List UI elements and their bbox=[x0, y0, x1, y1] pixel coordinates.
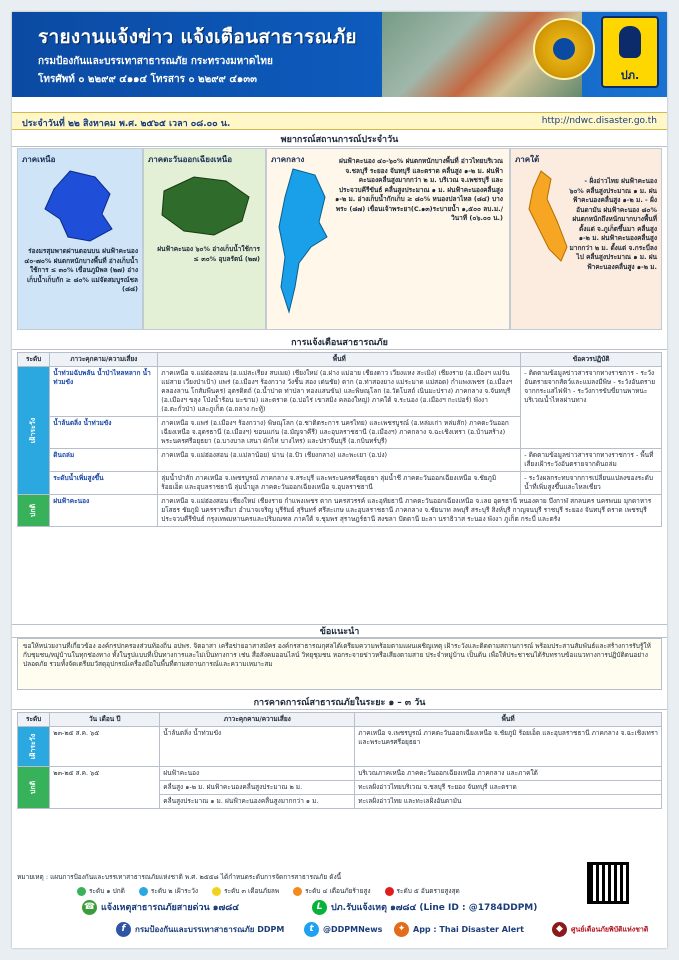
hand-icon bbox=[619, 26, 641, 58]
warning-table-header bbox=[18, 353, 662, 367]
risk-cell: ฝนฟ้าคะนอง bbox=[50, 495, 158, 527]
date-cell: ๒๓-๒๕ ส.ค. ๖๕ bbox=[50, 727, 160, 767]
col-risk: ภาวะคุกคาม/ความเสี่ยง bbox=[50, 353, 158, 367]
col-advice: ข้อควรปฏิบัติ bbox=[521, 353, 662, 367]
ndwc-center: ◆ ศูนย์เตือนภัยพิบัติแห่งชาติ bbox=[552, 922, 648, 937]
warning-table bbox=[17, 352, 662, 527]
risk-cell: ดินถล่ม bbox=[50, 449, 158, 472]
facebook-link[interactable]: f กรมป้องกันและบรรเทาสาธารณภัย DDPM bbox=[116, 922, 284, 937]
forecast-central bbox=[266, 148, 510, 330]
level-normal-cell: ปกติ bbox=[18, 495, 50, 527]
table-row bbox=[18, 449, 662, 472]
outlook-table bbox=[17, 712, 662, 809]
contact-row-1 bbox=[12, 900, 667, 920]
area-cell: ภาคเหนือ จ.เพชรบูรณ์ ภาคตะวันออกเฉียงเหนือ จ.ชัยภูมิ ร้อยเอ็ด และอุบลราชธานี ภาคกลาง จ.ฉะเชิงเทรา และพระนครศรีอยุธยา bbox=[355, 727, 662, 767]
risk-cell: ฝนฟ้าคะนอง bbox=[160, 767, 355, 781]
red-dot-icon bbox=[385, 887, 394, 896]
area-cell: ภาคเหนือ จ.แม่ฮ่องสอน (อ.แม่สะเรียง สบเมย) เชียงใหม่ (อ.ฝาง แม่อาย เชียงดาว เวียงแหง สะเมิง) เชียงราย (อ.เมืองฯ แม่จัน แม่สาย เวียงป่าเป้า) แพร่ (อ.เมืองฯ ร้องกวาง วังชิ้น สอง เด่นชัย) ตาก (อ.ท่าสองยาง แม่ระมาด แม่สอด) กำแพงเพชร (อ.เมืองฯ คลองลาน โกสัมพีนคร) อุตรดิตถ์ (อ.น้ำปาด ท่าปลา ทองแสนขัน) และพิษณุโลก (อ.วัดโบสถ์ เนินมะปราง) ภาคกลาง จ.จันทบุรี (อ.เมืองฯ ขลุง โป่งน้ำร้อน มะขาม) และตราด (อ.บ่อไร่ เขาสมิง คลองใหญ่) ภาคใต้ จ.ระนอง (อ.เมืองฯ กะเปอร์) พังงา (อ.ตะกั่วป่า) และภูเก็ต (อ.ถลาง กะทู้) bbox=[158, 367, 521, 417]
advice-box: ขอให้หน่วยงานที่เกี่ยวข้อง องค์กรปกครองส่วนท้องถิ่น อปพร. จิตอาสา เครือข่ายอาสาสมัคร องค์กรสาธารณกุศลได้เตรียมความพร้อมตามแผนเผชิญเหตุ เฝ้าระวังและติดตามสถานการณ์ พร้อมประสานสัมพันธ์และสร้างการรับรู้ให้กับชุมชน/หมู่บ้านในทุกช่องทาง ทั้งในรูปแบบที่เป็นทางการและไม่เป็นทางการ เช่น สื่อสังคมออนไลน์ วิทยุชุมชน หอกระจายข่าวหรือเสียงตามสาย ประจำหมู่บ้าน เป็นต้น เพื่อให้ประชาชนได้รับทราบข้อแนวทางการปฏิบัติตนอย่างปลอดภัย รวมทั้งจัดเตรียมวัสดุอุปกรณ์เครื่องมือในพื้นที่ตามสถานการณ์และความเหมาะสม bbox=[17, 638, 662, 690]
area-cell: บริเวณภาคเหนือ ภาคตะวันออกเฉียงเหนือ ภาคกลาง และภาคใต้ bbox=[355, 767, 662, 781]
north-region-map-icon bbox=[40, 169, 120, 244]
legend-items bbox=[17, 886, 662, 896]
risk-cell: ระดับน้ำเพิ่มสูงขึ้น bbox=[50, 472, 158, 495]
level-watch-cell: เฝ้าระวัง bbox=[18, 727, 50, 767]
ppb-logo-text: ปภ. bbox=[620, 69, 640, 82]
phone-icon: ☎ bbox=[82, 900, 97, 915]
central-region-map-icon bbox=[275, 167, 335, 317]
header-banner bbox=[12, 12, 667, 97]
table-row bbox=[18, 767, 662, 781]
advice-cell: - ติดตามข้อมูลข่าวสารจากทางราชการ - ระวังอันตรายจากสัตว์และแมลงมีพิษ - ระวังอันตรายจากกระแสไฟฟ้า - ระวังการขับขี่ยานพาหนะบริเวณน้ำไหลผ่านทาง bbox=[521, 367, 662, 449]
legend-item-level-2: ระดับ ๒ เฝ้าระวัง bbox=[139, 886, 198, 896]
forecast-south bbox=[510, 148, 662, 330]
advice-cell: - ติดตามข้อมูลข่าวสารจากทางราชการ - พื้นที่เสี่ยงเฝ้าระวังอันตรายจากดินถล่ม bbox=[521, 449, 662, 472]
area-cell: ภาคเหนือ จ.แม่ฮ่องสอน (อ.แม่ลาน้อย) น่าน (อ.ปัว เชียงกลาง) และพะเยา (อ.ปง) bbox=[158, 449, 521, 472]
region-name-central: ภาคกลาง bbox=[271, 155, 305, 164]
ppb-hand-logo-icon bbox=[601, 16, 659, 88]
table-row bbox=[18, 367, 662, 417]
risk-cell: น้ำล้นตลิ่ง น้ำท่วมขัง bbox=[160, 727, 355, 767]
legend-note: หมายเหตุ : แผนการป้องกันและบรรเทาสาธารณภัยแห่งชาติ พ.ศ. ๒๕๕๘ ได้กำหนดระดับการจัดการสาธารณภัย ดังนี้ bbox=[17, 873, 342, 881]
table-row bbox=[18, 727, 662, 767]
report-page bbox=[12, 12, 667, 948]
table-row bbox=[18, 472, 662, 495]
region-name-south: ภาคใต้ bbox=[515, 155, 540, 164]
twitter-icon: t bbox=[304, 922, 319, 937]
northeast-forecast-text: ฝนฟ้าคะนอง ๖๐% อ่างเก็บน้ำใช้การ ≤ ๓๐% อุบลรัตน์ (๒๗) bbox=[157, 245, 260, 263]
facebook-icon: f bbox=[116, 922, 131, 937]
line-icon: L bbox=[312, 900, 327, 915]
level-legend bbox=[17, 872, 662, 896]
area-cell: ลุ่มน้ำป่าสัก ภาคเหนือ จ.เพชรบูรณ์ ภาคกลาง จ.สระบุรี และพระนครศรีอยุธยา ลุ่มน้ำชี ภาคตะวันออกเฉียงเหนือ จ.ชัยภูมิ ร้อยเอ็ด และอุบลราชธานี ลุ่มน้ำมูล ภาคตะวันออกเฉียงเหนือ จ.อุบลราชธานี bbox=[158, 472, 521, 495]
forecast-north bbox=[17, 148, 143, 330]
south-forecast-text: - ฝั่งอ่าวไทย ฝนฟ้าคะนอง ๖๐% คลื่นสูงประมาณ ๑ ม. ฝนฟ้าคะนองคลื่นสูง ๑-๒ ม. - ฝั่งอันดามัน ฝนฟ้าคะนอง ๘๐% ฝนตกหนักถึงหนักมากบางพื้นที่ ตั้งแต่ จ.ภูเก็ตขึ้นมา คลื่นสูง ๑-๒ ม. ฝนฟ้าคะนองคลื่นสูงมากกว่า ๒ ม. ตั้งแต่ จ.กระบี่ลงไป คลื่นสูงประมาณ ๑ ม. ฝนฟ้าคะนองคลื่นสูง ๑-๒ ม. bbox=[569, 177, 657, 271]
area-cell: ภาคเหนือ จ.แพร่ (อ.เมืองฯ ร้องกวาง) พิษณุโลก (อ.ชาติตระการ นครไทย) และเพชรบูรณ์ (อ.หล่มเก่า หล่มสัก) ภาคตะวันออกเฉียงเหนือ จ.อุดรธานี (อ.เมืองฯ) ขอนแก่น (อ.มัญจาคีรี) และอุบลราชธานี (อ.เมืองฯ) ภาคกลาง จ.ฉะเชิงเทรา (อ.บ้านสร้าง) พระนครศรีอยุธยา (อ.บางบาล เสนา ผักไห่ บางไทร) และปราจีนบุรี (อ.กบินทร์บุรี) bbox=[158, 417, 521, 449]
app-link[interactable]: ✦ App : Thai Disaster Alert bbox=[394, 922, 524, 937]
area-cell: ภาคเหนือ จ.แม่ฮ่องสอน เชียงใหม่ เชียงราย กำแพงเพชร ตาก นครสวรรค์ และอุทัยธานี ภาคตะวันออกเฉียงเหนือ จ.เลย อุดรธานี หนองคาย บึงกาฬ สกลนคร นครพนม มุกดาหาร ยโสธร ชัยภูมิ นครราชสีมา อำนาจเจริญ บุรีรัมย์ สุรินทร์ ศรีสะเกษ และอุบลราชธานี ภาคกลาง จ.ชัยนาท ลพบุรี สระบุรี สิงห์บุรี กาญจนบุรี ราชบุรี ระยอง จันทบุรี ตราด เพชรบุรี ประจวบคีรีขันธ์ กรุงเทพมหานครและปริมณฑล ภาคใต้ จ.ชุมพร สุราษฎร์ธานี สงขลา ปัตตานี ยะลา นราธิวาส ระนอง พังงา ภูเก็ต กระบี่ และตรัง bbox=[158, 495, 662, 527]
date-bar bbox=[12, 112, 667, 130]
ndwc-logo-icon: ◆ bbox=[552, 922, 567, 937]
contact-row-2 bbox=[12, 922, 667, 942]
level-normal-cell: ปกติ bbox=[18, 767, 50, 809]
orange-dot-icon bbox=[293, 887, 302, 896]
advice-cell: - ระวังผลกระทบจากการเปลี่ยนแปลงของระดับน้ำที่เพิ่มสูงขึ้นและไหลเชี่ยว bbox=[521, 472, 662, 495]
line-contact[interactable]: L ปภ.รับแจ้งเหตุ ๑๗๘๔ (Line ID : @1784DDPM) bbox=[312, 900, 537, 915]
south-region-map-icon bbox=[521, 169, 571, 264]
report-title: รายงานแจ้งข่าว แจ้งเตือนสาธารณภัย bbox=[38, 26, 357, 48]
region-name-northeast: ภาคตะวันออกเฉียงเหนือ bbox=[148, 155, 233, 164]
yellow-dot-icon bbox=[212, 887, 221, 896]
hotline[interactable]: ☎ แจ้งเหตุสาธารณภัยสายด่วน ๑๗๘๔ bbox=[83, 902, 240, 913]
department-name: กรมป้องกันและบรรเทาสาธารณภัย กระทรวงมหาดไทย bbox=[38, 56, 273, 67]
legend-item-level-1: ระดับ ๑ ปกติ bbox=[77, 886, 125, 896]
col-area: พื้นที่ bbox=[355, 713, 662, 727]
forecast-northeast bbox=[143, 148, 266, 330]
warning-title: การแจ้งเตือนสาธารณภัย bbox=[12, 336, 667, 350]
website-link[interactable]: http://ndwc.disaster.go.th bbox=[541, 116, 657, 126]
col-level: ระดับ bbox=[18, 353, 50, 367]
legend-item-level-5: ระดับ ๕ อันตรายสูงสุด bbox=[385, 886, 460, 896]
legend-item-level-3: ระดับ ๓ เตือนภัยลพ bbox=[212, 886, 279, 896]
col-risk: ภาวะคุกคาม/ความเสี่ยง bbox=[160, 713, 355, 727]
area-cell: ทะเลฝั่งอ่าวไทย และทะเลฝั่งอันดามัน bbox=[355, 795, 662, 809]
app-icon: ✦ bbox=[394, 922, 409, 937]
advice-title: ข้อแนะนำ bbox=[12, 624, 667, 638]
blue-dot-icon bbox=[139, 887, 148, 896]
legend-item-level-4: ระดับ ๔ เตือนภัยร้ายสูง bbox=[293, 886, 370, 896]
northeast-region-map-icon bbox=[154, 171, 254, 241]
central-forecast-text: ฝนฟ้าคะนอง ๔๐-๖๐% ฝนตกหนักบางพื้นที่ อ่าวไทยบริเวณ จ.ชลบุรี ระยอง จันทบุรี และตราด คลื่นสูง ๑-๒ ม. ฝนฟ้าคะนองคลื่นสูงมากกว่า ๒ ม. บริเวณ จ.เพชรบุรี และประจวบคีรีขันธ์ คลื่นสูงประมาณ ๑ ม. ฝนฟ้าคะนองคลื่นสูง ๑-๒ ม. อ่างเก็บน้ำกักเก็บ ≥ ๘๐% หนองปลาไหล (๘๔) บางพระ (๘๗) เขื่อนเจ้าพระยา(C.๑๓)ระบายน้ำ ๑,๕๐๐ ลบ.ม./วินาที (๐๖.๐๐ น.) bbox=[335, 157, 503, 222]
area-cell: ทะเลฝั่งอ่าวไทยบริเวณ จ.ชลบุรี ระยอง จันทบุรี และตราด bbox=[355, 781, 662, 795]
risk-cell: คลื่นสูงประมาณ ๑ ม. ฝนฟ้าคะนองคลื่นสูงมากกว่า ๑ ม. bbox=[160, 795, 355, 809]
col-date: วัน เดือน ปี bbox=[50, 713, 160, 727]
report-date: ประจำวันที่ ๒๒ สิงหาคม พ.ศ. ๒๕๖๕ เวลา ๐๘.๐๐ น. bbox=[22, 119, 231, 129]
contact-numbers: โทรศัพท์ ๐ ๒๒๙๙ ๔๑๑๔ โทรสาร ๐ ๒๒๙๙ ๔๑๓๓ bbox=[38, 74, 257, 85]
table-row bbox=[18, 495, 662, 527]
forecast-title: พยากรณ์สถานการณ์ประจำวัน bbox=[12, 133, 667, 147]
region-name-north: ภาคเหนือ bbox=[22, 155, 56, 164]
risk-cell: น้ำล้นตลิ่ง น้ำท่วมขัง bbox=[50, 417, 158, 449]
qr-code-icon[interactable] bbox=[587, 862, 629, 904]
risk-cell: คลื่นสูง ๑-๒ ม. ฝนฟ้าคะนองคลื่นสูงประมาณ ๒ ม. bbox=[160, 781, 355, 795]
north-forecast-text: ร่องมรสุมพาดผ่านตอนบน ฝนฟ้าคะนอง ๔๐-๗๐% ฝนตกหนักบางพื้นที่ อ่างเก็บน้ำใช้การ ≤ ๓๐% เขื่อนภูมิพล (๒๗) อ่างเก็บน้ำเก็บกัก ≥ ๘๐% แม่จัดสมบูรณ์ชล (๘๘) bbox=[24, 247, 138, 293]
green-dot-icon bbox=[77, 887, 86, 896]
twitter-link[interactable]: t @DDPMNews bbox=[304, 922, 382, 937]
col-level: ระดับ bbox=[18, 713, 50, 727]
outlook-title: การคาดการณ์สาธารณภัยในระยะ ๑ – ๓ วัน bbox=[12, 696, 667, 710]
col-area: พื้นที่ bbox=[158, 353, 521, 367]
risk-cell: น้ำท่วมฉับพลัน น้ำป่าไหลหลาก น้ำท่วมขัง bbox=[50, 367, 158, 417]
level-watch-cell: เฝ้าระวัง bbox=[18, 367, 50, 495]
date-cell: ๒๓-๒๕ ส.ค. ๖๕ bbox=[50, 767, 160, 809]
outlook-table-header bbox=[18, 713, 662, 727]
ddpm-emblem-icon bbox=[533, 18, 595, 80]
